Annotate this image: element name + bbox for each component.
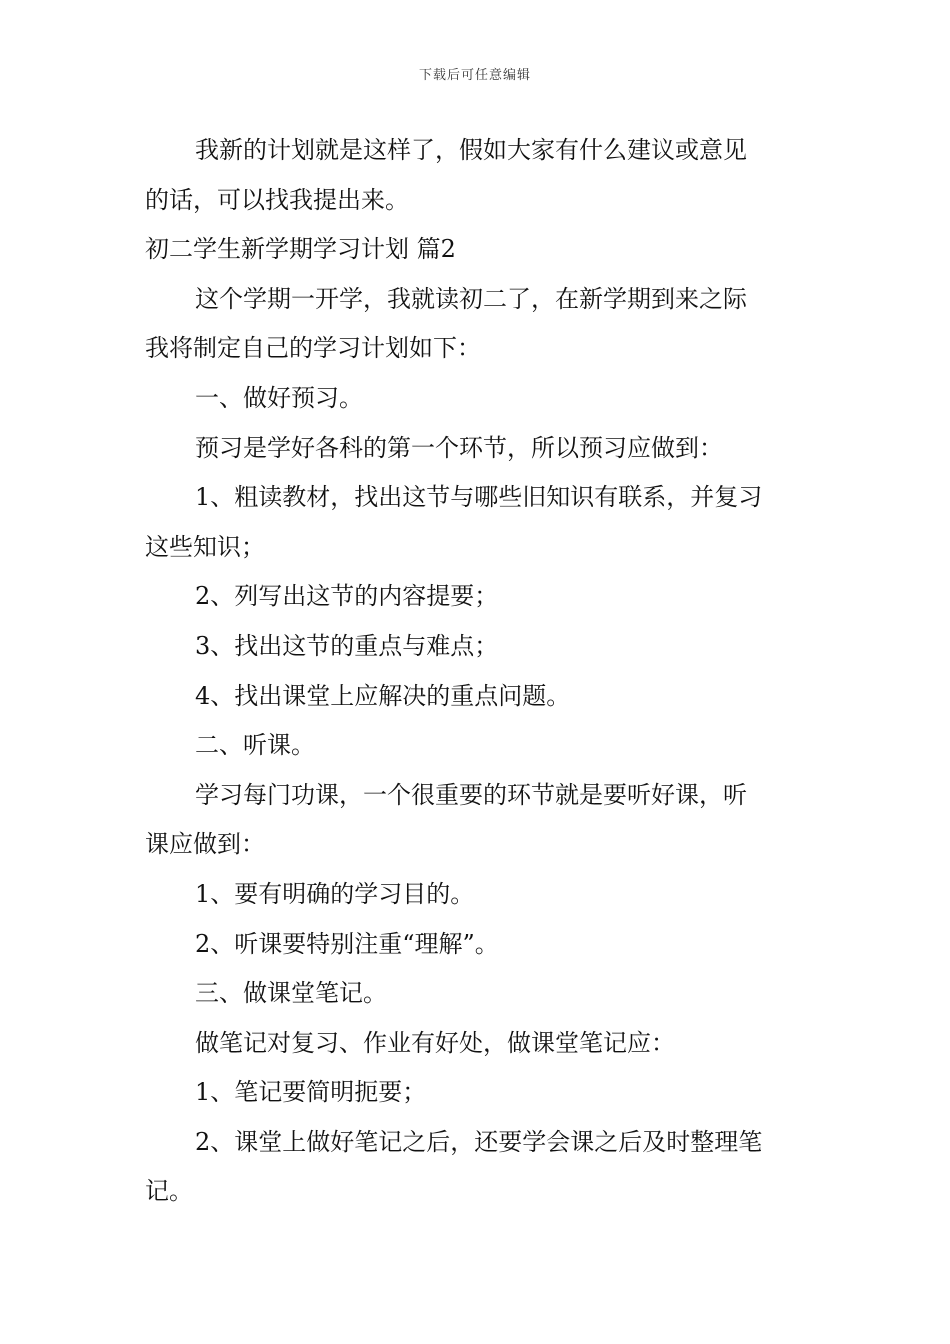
paragraph-line: 1、要有明确的学习目的。: [195, 879, 475, 908]
paragraph-line: 课应做到：: [145, 830, 265, 859]
paragraph-line: 2、听课要特别注重“理解”。: [195, 929, 499, 958]
paragraph-line: 2、列写出这节的内容提要；: [195, 582, 499, 611]
paragraph-line: 三、做课堂笔记。: [195, 979, 387, 1008]
paragraph-line: 记。: [145, 1177, 193, 1206]
paragraph-line: 这个学期一开学，我就读初二了，在新学期到来之际: [195, 284, 747, 313]
paragraph-line: 4、找出课堂上应解决的重点问题。: [195, 681, 571, 710]
paragraph-line: 3、找出这节的重点与难点；: [195, 631, 499, 660]
paragraph-line: 做笔记对复习、作业有好处，做课堂笔记应：: [195, 1028, 675, 1057]
paragraph-line: 二、听课。: [195, 731, 315, 760]
paragraph-line: 预习是学好各科的第一个环节，所以预习应做到：: [195, 433, 723, 462]
document-body: [145, 126, 807, 1217]
paragraph-line: 我新的计划就是这样了，假如大家有什么建议或意见: [195, 136, 747, 164]
paragraph-line: 初二学生新学期学习计划 篇2: [145, 235, 456, 264]
page-header: 下载后可任意编辑: [418, 68, 531, 83]
paragraph-line: 我将制定自己的学习计划如下：: [145, 334, 481, 363]
paragraph-line: 这些知识；: [145, 532, 265, 561]
paragraph-line: 一、做好预习。: [195, 383, 363, 412]
paragraph-line: 1、笔记要简明扼要；: [195, 1078, 427, 1107]
paragraph-line: 2、课堂上做好笔记之后，还要学会课之后及时整理笔: [195, 1127, 763, 1156]
paragraph-line: 学习每门功课，一个很重要的环节就是要听好课，听: [195, 780, 747, 809]
paragraph-line: 1、粗读教材，找出这节与哪些旧知识有联系，并复习: [195, 483, 763, 512]
paragraph-line: 的话，可以找我提出来。: [145, 185, 409, 214]
